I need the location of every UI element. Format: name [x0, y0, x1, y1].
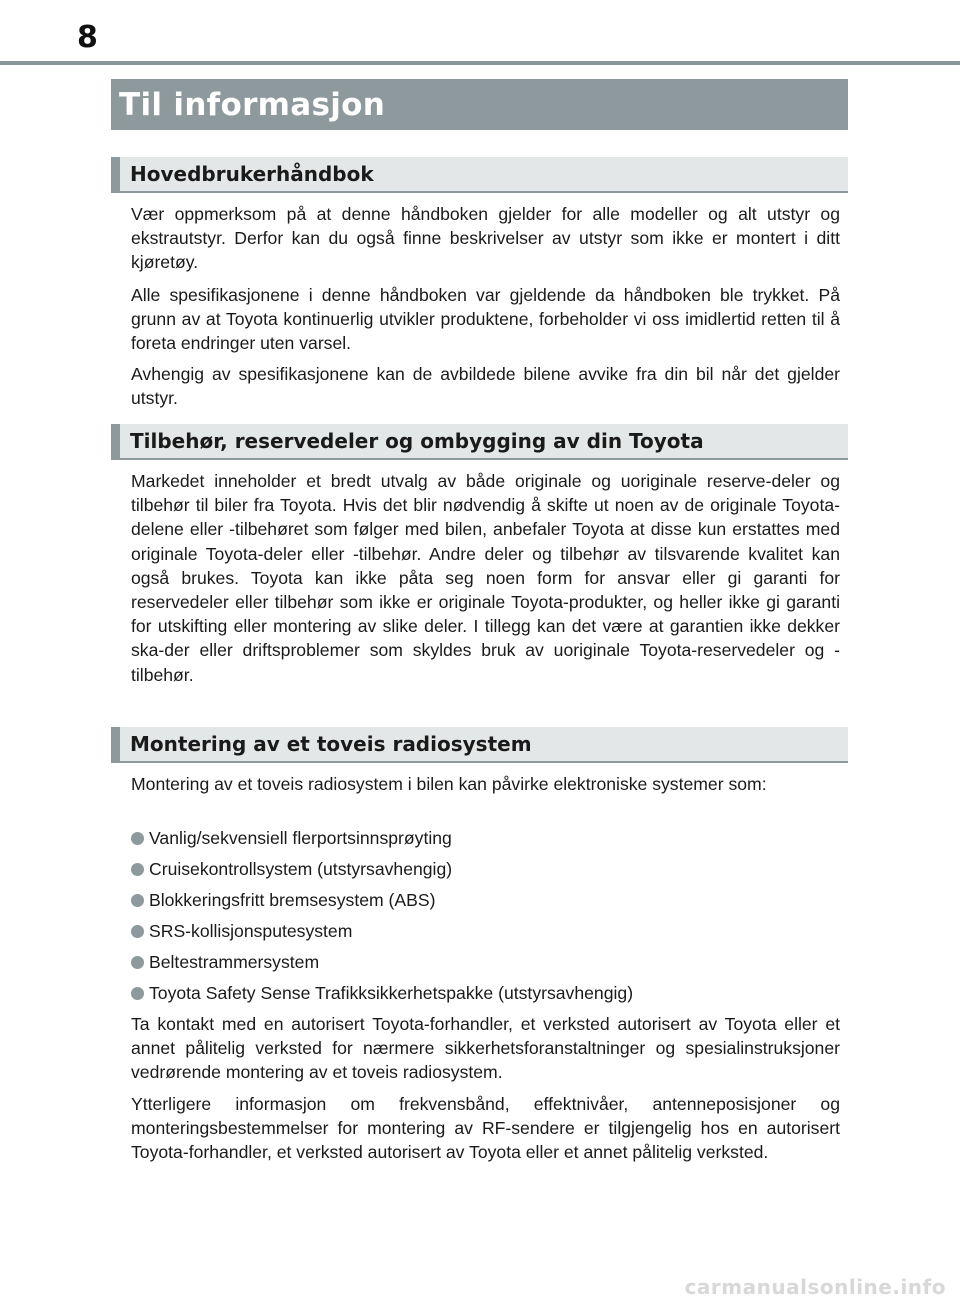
- header-divider: [0, 61, 960, 65]
- section-heading-hovedbrukerhandbok: [111, 157, 848, 193]
- list-item-text: Beltestrammersystem: [149, 952, 320, 972]
- list-item-text: SRS-kollisjonsputesystem: [149, 921, 353, 941]
- bullet-icon: [131, 863, 144, 876]
- bullet-icon: [131, 956, 144, 969]
- list-item: [131, 916, 840, 947]
- bullet-list: [131, 823, 840, 1009]
- list-item: [131, 947, 840, 978]
- list-item-text: Vanlig/sekvensiell flerportsinnsprøyting: [149, 828, 452, 848]
- bullet-icon: [131, 925, 144, 938]
- paragraph: Ta kontakt med en autorisert Toyota-forhandler, et verksted autorisert av Toyota eller et annet pålitelig verksted for nærmere sikkerhetsforanstaltninger og spesialinstruksjoner vedrørende montering av et toveis radiosystem.: [131, 1014, 840, 1083]
- chapter-title: Til informasjon: [119, 86, 386, 123]
- section-heading-label: Hovedbrukerhåndbok: [130, 162, 374, 186]
- bullet-icon: [131, 894, 144, 907]
- bullet-icon: [131, 987, 144, 1000]
- section-heading-label: Montering av et toveis radiosystem: [130, 732, 532, 756]
- list-item: [131, 978, 840, 1009]
- watermark-text: carmanualsonline.info: [684, 1275, 946, 1299]
- list-item-text: Toyota Safety Sense Trafikksikkerhetspakke (utstyrsavhengig): [149, 983, 634, 1003]
- chapter-banner: [111, 79, 848, 130]
- section-heading-tilbehor: [111, 424, 848, 460]
- list-item: [131, 823, 840, 854]
- section-heading-label: Tilbehør, reservedeler og ombygging av din Toyota: [130, 429, 704, 453]
- paragraph: Ytterligere informasjon om frekvensbånd, effektnivåer, antenneposisjoner og monteringsbestemmelser for montering av RF-sendere er tilgjengelig hos en autorisert Toyota-forhandler, et verksted autorisert av Toyota eller et annet pålitelig verksted.: [131, 1094, 840, 1163]
- paragraph: Markedet inneholder et bredt utvalg av både originale og uoriginale reserve-deler og tilbehør til biler fra Toyota. Hvis det blir nødvendig å skifte ut noen av de originale Toyota-delene eller -tilbehøret som følger med bilen, anbefaler Toyota at disse kun erstattes med originale Toyota-deler eller -tilbehør. Andre deler og tilbehør av tilsvarende kvalitet kan også brukes. Toyota kan ikke påta seg noen form for ansvar eller gi garanti for reservedeler eller tilbehør som ikke er originale Toyota-produkter, og heller ikke gi garanti for utskifting eller montering av slike deler. I tillegg kan det være at garantien ikke dekker ska-der eller driftsproblemer som skyldes bruk av uoriginale Toyota-reservedeler og -tilbehør.: [131, 471, 840, 685]
- page-number: 8: [77, 20, 98, 55]
- section-heading-radiosystem: [111, 727, 848, 763]
- list-item-text: Blokkeringsfritt bremsesystem (ABS): [149, 890, 436, 910]
- paragraph: Alle spesifikasjonene i denne håndboken var gjeldende da håndboken ble trykket. På grunn av at Toyota kontinuerlig utvikler produktene, forbeholder vi oss imidlertid retten til å foreta endringer uten varsel.: [131, 285, 840, 354]
- list-item: [131, 885, 840, 916]
- paragraph: Avhengig av spesifikasjonene kan de avbildede bilene avvike fra din bil når det gjelder utstyr.: [131, 364, 840, 409]
- bullet-icon: [131, 832, 144, 845]
- paragraph: Vær oppmerksom på at denne håndboken gjelder for alle modeller og alt utstyr og ekstrautstyr. Derfor kan du også finne beskrivelser av utstyr som ikke er montert i ditt kjøretøy.: [131, 204, 840, 273]
- list-item: [131, 854, 840, 885]
- list-item-text: Cruisekontrollsystem (utstyrsavhengig): [149, 859, 453, 879]
- paragraph: Montering av et toveis radiosystem i bilen kan påvirke elektroniske systemer som:: [131, 774, 767, 794]
